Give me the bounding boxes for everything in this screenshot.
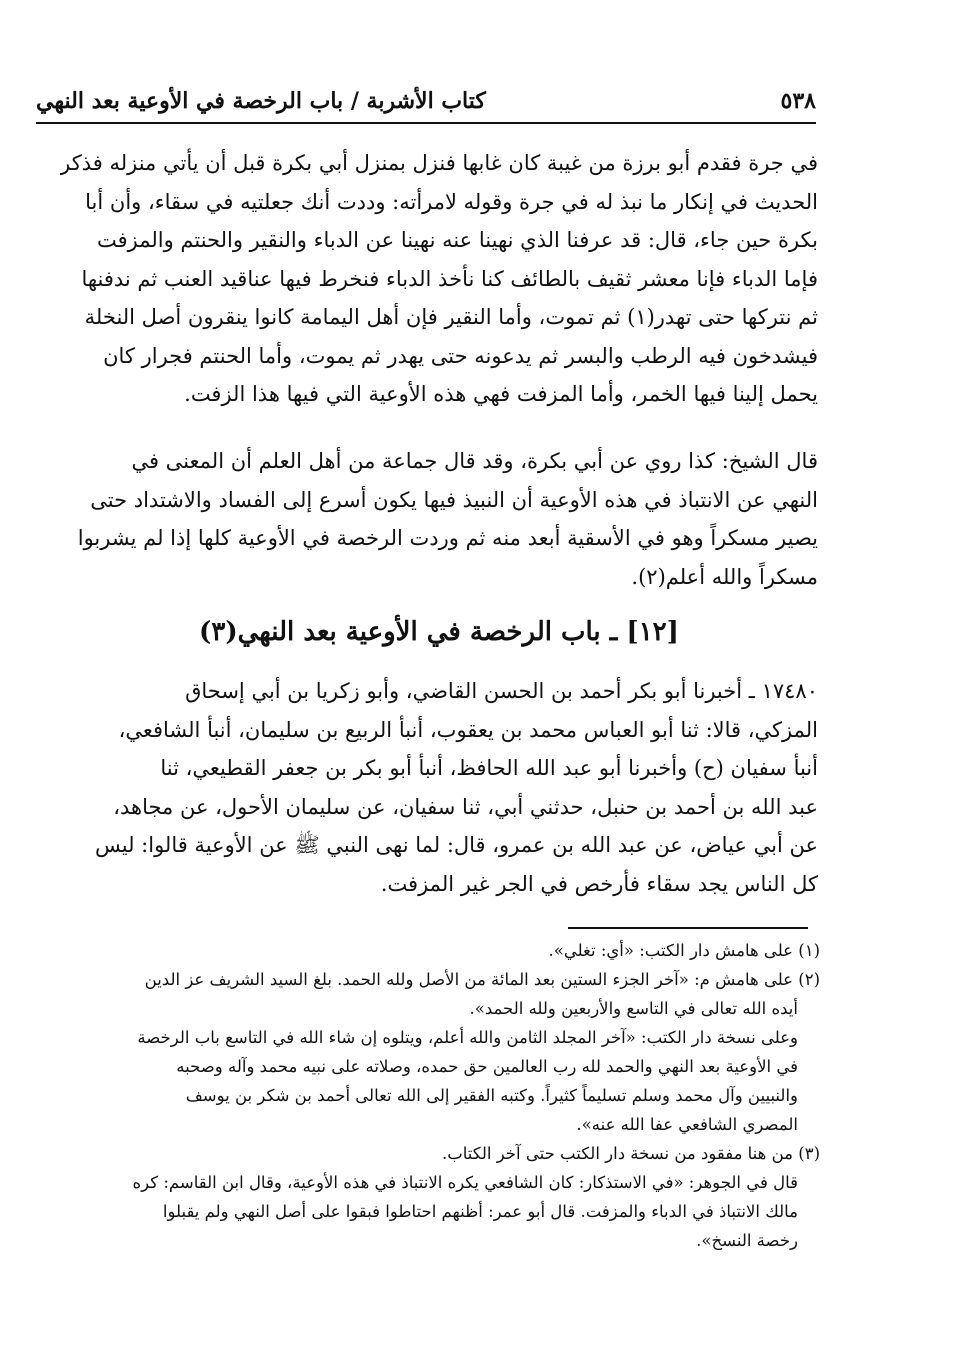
- page-header: [36, 84, 816, 124]
- page-number: ٥٣٨: [780, 88, 816, 114]
- footnote-line: والنبيين وآل محمد وسلم تسليماً كثيراً. وكتبه الفقير إلى الله تعالى أحمد بن شكر بن يوسف: [185, 1086, 798, 1105]
- text-line: ١٧٤٨٠ ـ أخبرنا أبو بكر أحمد بن الحسن القاضي، وأبو زكريا بن أبي إسحاق: [185, 679, 818, 703]
- text-line: ثم نتركها حتى تهدر(١) ثم تموت، وأما النقير فإن أهل اليمامة كانوا ينقرون أصل النخلة: [84, 305, 818, 329]
- footnote-line: مالك الانتباذ في الدباء والمزفت. قال أبو عمر: أظنهم احتاطوا فبقوا على أصل النهي ولم يقبلوا: [162, 1202, 798, 1221]
- text-line: قال الشيخ: كذا روي عن أبي بكرة، وقد قال جماعة من أهل العلم أن المعنى في: [131, 449, 818, 473]
- text-line: بكرة حين جاء، قال: قد عرفنا الذي نهينا عنه نهينا عن الدباء والنقير والحنتم والمزفت: [96, 228, 818, 252]
- text-line: عبد الله بن أحمد بن حنبل، حدثني أبي، ثنا سفيان، عن سليمان الأحول، عن مجاهد،: [113, 794, 818, 819]
- text-line: كل الناس يجد سقاء فأرخص في الجر غير المزفت.: [380, 871, 818, 896]
- text-line: يحمل إلينا فيها الخمر، وأما المزفت فهي هذه الأوعية التي فيها هذا الزفت.: [184, 382, 818, 406]
- text-line: يصير مسكراً وهو في الأسقية أبعد منه ثم وردت الرخصة في الأوعية كلها إذا لم يشربوا: [77, 526, 818, 550]
- paragraph-narration: [60, 144, 818, 414]
- footnote-line: أيده الله تعالى في التاسع والأربعين ولله الحمد».: [469, 999, 798, 1018]
- text-line: فيشدخون فيه الرطب والبسر ثم يدعونه حتى يهدر ثم يموت، وأما الحنتم فجرار كان: [103, 343, 818, 368]
- footnote-divider: [568, 927, 808, 929]
- text-line: المزكي، قالا: ثنا أبو العباس محمد بن يعقوب، أنبأ الربيع بن سليمان، أنبأ الشافعي،: [118, 717, 818, 742]
- text-line: في جرة فقدم أبو برزة من غيبة كان غابها فنزل بمنزل أبي بكرة قبل أن يأتي منزله فذكر: [60, 151, 818, 175]
- paragraph-shaykh-commentary: [60, 442, 818, 596]
- footnote-line: (١) على هامش دار الكتب: «أي: تغلي».: [548, 941, 820, 960]
- text-line: عن أبي عياض، عن عبد الله بن عمرو، قال: لما نهى النبي ﷺ عن الأوعية قالوا: ليس: [94, 833, 818, 857]
- footnote-line: قال في الجوهر: «في الاستذكار: كان الشافعي يكره الانتباذ في هذه الأوعية، وقال ابن القاسم: كره: [132, 1173, 798, 1192]
- text-line: مسكراً والله أعلم(٢).: [631, 564, 818, 589]
- paragraph-hadith-17480: [60, 672, 818, 903]
- text-line: فإما الدباء فإنا معشر ثقيف بالطائف كنا نأخذ الدباء فنخرط فيها عناقيد العنب ثم ندفنها: [81, 266, 818, 291]
- footnote-line: رخصة النسخ».: [696, 1231, 798, 1250]
- footnote-line: (٣) من هنا مفقود من نسخة دار الكتب حتى آخر الكتاب.: [441, 1144, 820, 1163]
- text-line: الحديث في إنكار ما نبذ له في جرة وقوله لامرأته: وددت أنك جعلتيه في سقاء، وأن أبا: [85, 189, 818, 214]
- chapter-heading: [١٢] ـ باب الرخصة في الأوعية بعد النهي(٣): [199, 617, 679, 647]
- text-line: النهي عن الانتباذ في هذه الأوعية أن النبيذ فيها يكون أسرع إلى الفساد والاشتداد حتى: [90, 487, 818, 512]
- running-title: كتاب الأشربة / باب الرخصة في الأوعية بعد النهي: [36, 88, 486, 114]
- footnote-line: في الأوعية بعد النهي والحمد لله رب العالمين حق حمده، وصلاته على نبيه محمد وآله وصحبه: [176, 1057, 798, 1076]
- footnote-line: المصري الشافعي عفا الله عنه».: [576, 1115, 798, 1134]
- footnotes: [60, 936, 820, 1255]
- text-line: أنبأ سفيان (ح) وأخبرنا أبو عبد الله الحافظ، أنبأ أبو بكر بن جعفر القطيعي، ثنا: [160, 756, 818, 780]
- footnote-line: (٢) على هامش م: «آخر الجزء الستين بعد المائة من الأصل ولله الحمد. بلغ السيد الشريف عز الدين: [144, 970, 820, 989]
- footnote-line: وعلى نسخة دار الكتب: «آخر المجلد الثامن والله أعلم، ويتلوه إن شاء الله في التاسع باب الرخصة: [137, 1028, 798, 1047]
